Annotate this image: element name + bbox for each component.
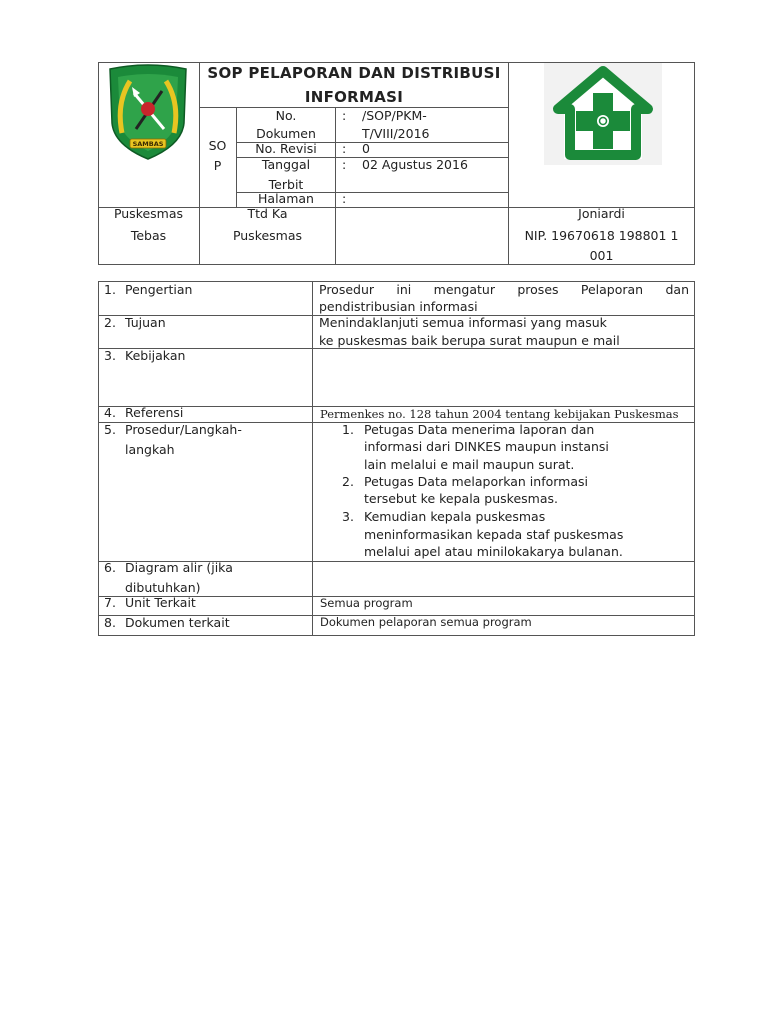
row-number: 6. [104,560,116,575]
row-content-tujuan: Menindaklanjuti semua informasi yang masuk [319,315,607,330]
row-label-prosedur: Prosedur/Langkah- [125,422,242,437]
step-text: tersebut ke kepala puskesmas. [364,491,558,506]
row-label-referensi: Referensi [125,405,184,420]
ttd-label-2: Puskesmas [232,228,303,243]
no-dokumen-value: /SOP/PKM- [362,108,427,123]
signer-nip-2: 001 [589,248,614,263]
regency-logo [104,63,192,163]
step-text: melalui apel atau minilokakarya bulanan. [364,544,623,559]
colon: : [342,157,347,172]
org-name-2: Tebas [130,228,167,243]
tanggal-value: 02 Agustus 2016 [362,157,468,172]
row-content-tujuan-2: ke puskesmas baik berupa surat maupun e mail [319,333,620,348]
tanggal-label-2: Terbit [268,177,304,192]
row-number: 2. [104,315,116,330]
step-text: lain melalui e mail maupun surat. [364,457,575,472]
row-label-kebijakan: Kebijakan [125,348,186,363]
halaman-label: Halaman [258,191,314,206]
row-label-diagram: Diagram alir (jika [125,560,233,575]
step-text: informasi dari DINKES maupun instansi [364,439,609,454]
row-number: 8. [104,615,116,630]
step-text: meninformasikan kepada staf puskesmas [364,527,624,542]
colon: : [342,141,347,156]
tanggal-label: Tanggal [261,157,311,172]
row-number: 4. [104,405,116,420]
no-dokumen-label-2: Dokumen [256,126,316,141]
row-number: 3. [104,348,116,363]
no-dokumen-label: No. [275,108,297,123]
row-label-pengertian: Pengertian [125,282,193,297]
row-number: 5. [104,422,116,437]
row-content-referensi: Permenkes no. 128 tahun 2004 tentang kebijakan Puskesmas [320,407,679,421]
colon: : [342,108,347,123]
row-content-dokumen: Dokumen pelaporan semua program [320,615,532,629]
row-label-prosedur-2: langkah [125,442,175,457]
row-label-diagram-2: dibutuhkan) [125,580,201,595]
page-title: SOP PELAPORAN DAN DISTRIBUSI [207,64,501,82]
colon: : [342,191,347,206]
step-text: Kemudian kepala puskesmas [364,509,546,524]
ttd-label: Ttd Ka [247,206,288,221]
puskesmas-logo [544,63,662,165]
logo-banner-text: SAMBAS [132,140,164,148]
row-content-pengertian: Prosedur ini mengatur proses Pelaporan dan [319,282,689,297]
row-label-dokumen: Dokumen terkait [125,615,230,630]
step-text: Petugas Data menerima laporan dan [364,422,595,437]
row-content-pengertian-2: pendistribusian informasi [319,299,478,314]
no-dokumen-value-2: T/VIII/2016 [362,126,430,141]
row-number: 1. [104,282,116,297]
signer-nip: NIP. 19670618 198801 1 [524,228,679,243]
sop-label-2: P [213,158,222,173]
no-revisi-value: 0 [362,141,370,156]
org-name: Puskesmas [113,206,184,221]
step-number: 2. [342,474,354,489]
row-content-unit: Semua program [320,596,413,610]
step-text: Petugas Data melaporkan informasi [364,474,588,489]
page-title-line2: INFORMASI [304,88,404,106]
no-revisi-label: No. Revisi [255,141,317,156]
step-number: 1. [342,422,354,437]
signer-name: Joniardi [578,206,625,221]
row-label-unit: Unit Terkait [125,595,196,610]
step-number: 3. [342,509,354,524]
sop-label: SO [208,138,227,153]
row-number: 7. [104,595,116,610]
row-label-tujuan: Tujuan [125,315,166,330]
